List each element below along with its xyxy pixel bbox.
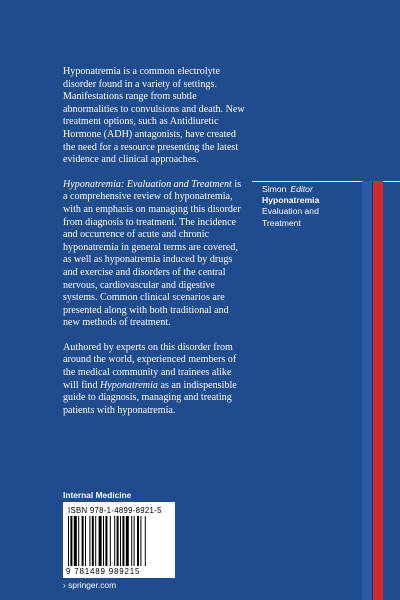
blurb-paragraph-2-text: is a comprehensive review of hyponatremia, with an emphasis on managing this disorder from diagnosis to treatment. The incidence and occurrence of acute and chronic hyponatremia in general terms are covered, as well as hyponatremia induced by drugs and exercise and disorders of the central nervous, cardiovascular and digestive systems. Common clinical scenarios are presented along with both traditional and new methods of treatment. bbox=[63, 178, 242, 329]
red-stripe bbox=[373, 181, 383, 600]
side-subtitle-1: Evaluation and bbox=[262, 206, 319, 217]
spine-title-block bbox=[262, 184, 319, 229]
author-line bbox=[262, 184, 319, 195]
blurb-paragraph-3-text-b: as an indispensible guide to diagnosis, managing and treating patients with hyponatremia. bbox=[63, 379, 237, 416]
blurb bbox=[63, 66, 245, 429]
blue-stripe bbox=[362, 181, 372, 600]
category-label: Internal Medicine bbox=[63, 490, 132, 500]
side-subtitle-2: Treatment bbox=[262, 217, 301, 228]
author-name: Simon bbox=[262, 184, 287, 194]
book-title-italic: Hyponatremia: Evaluation and Treatment bbox=[63, 178, 232, 190]
barcode-icon bbox=[68, 516, 170, 566]
book-title-italic-2: Hyponatremia bbox=[100, 379, 158, 391]
blurb-paragraph-3-text-a: Authored by experts on this disorder from around the world, experienced members of the medical community and trainees alike will find bbox=[63, 341, 237, 391]
barcode-panel bbox=[63, 502, 175, 578]
author-role: Editor bbox=[290, 184, 313, 194]
publisher-url: › springer.com bbox=[63, 580, 117, 590]
side-title: Hyponatremia bbox=[262, 195, 320, 206]
blurb-paragraph-2 bbox=[63, 179, 245, 330]
isbn-text: ISBN 978-1-4899-8921-5 bbox=[68, 506, 162, 515]
blurb-paragraph-1: Hyponatremia is a common electrolyte disorder found in a variety of settings. Manifestations range from subtle abnormalities to convulsions and death. New treatment options, such as Antidiuretic Hormone (ADH) antagonists, have created the need for a resource presenting the latest evidence and clinical approaches. bbox=[63, 66, 245, 166]
barcode-digits: 9 781489 989215 bbox=[66, 567, 141, 576]
blurb-paragraph-3 bbox=[63, 342, 245, 418]
